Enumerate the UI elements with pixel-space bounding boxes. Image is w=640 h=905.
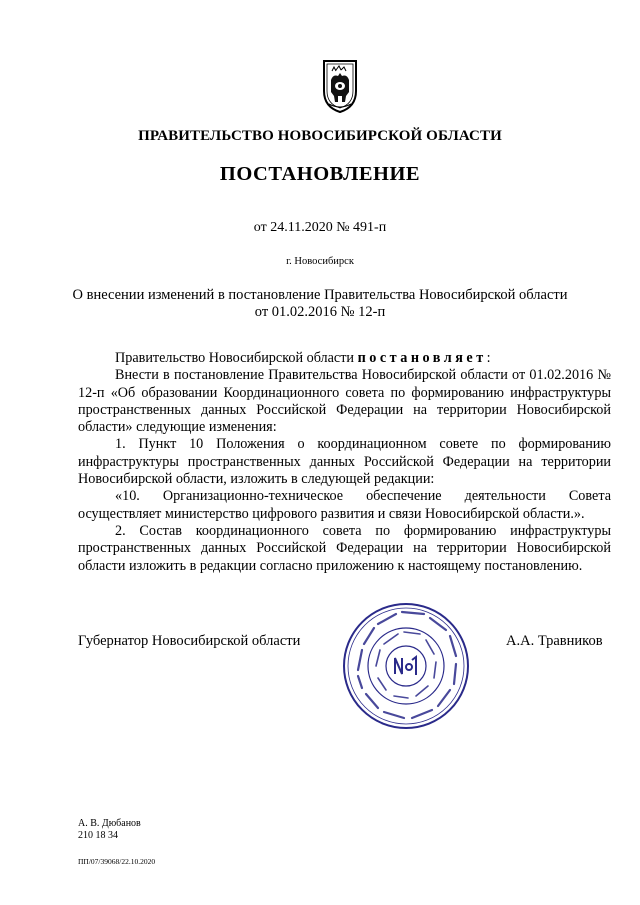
document-type-title: ПОСТАНОВЛЕНИЕ [219, 163, 421, 185]
body-paragraph-1 [78, 350, 611, 367]
body-paragraph-5: 2. Состав координационного совета по формированию инфраструктуры пространственных данных Российской Федерации на территории Новосибирской области изложить в редакции согласно приложению к настоящему постановлению. [78, 522, 611, 574]
document-body [78, 350, 611, 575]
official-seal-stamp [340, 600, 472, 732]
coat-of-arms-emblem [318, 58, 362, 114]
subject-line-2: от 01.02.2016 № 12-п [254, 304, 386, 320]
body-p1-prefix: Правительство Новосибирской области [115, 350, 358, 366]
subject-line-1: О внесении изменений в постановление Правительства Новосибирской области [72, 287, 568, 303]
resolves-word: постановляет [357, 350, 487, 366]
document-registry-id: ПП/07/39068/22.10.2020 [78, 857, 156, 866]
body-p1-suffix: : [486, 350, 491, 366]
body-paragraph-2: Внести в постановление Правительства Новосибирской области от 01.02.2016 № 12-п «Об образовании Координационного совета по формированию инфраструктуры пространственных данных Российской Федерации на территории Новосибирской области» следующие изменения: [78, 367, 611, 436]
body-paragraph-3: 1. Пункт 10 Положения о координационном совете по формированию инфраструктуры пространственных данных Российской Федерации на территории Новосибирской области, изложить в следующей редакции: [78, 436, 611, 488]
signatory-name: А.А. Травников [506, 633, 603, 649]
document-subject [0, 287, 640, 321]
organization-heading: ПРАВИТЕЛЬСТВО НОВОСИБИРСКОЙ ОБЛАСТИ [138, 128, 502, 144]
signatory-position: Губернатор Новосибирской области [78, 633, 301, 649]
body-paragraph-4: «10. Организационно-техническое обеспечение деятельности Совета осуществляет министерство цифрового развития и связи Новосибирской области.». [78, 488, 611, 522]
executor-name: А. В. Дюбанов [78, 818, 141, 829]
document-place: г. Новосибирск [286, 256, 354, 267]
executor-phone: 210 18 34 [78, 829, 118, 841]
document-date-number: от 24.11.2020 № 491-п [253, 220, 387, 235]
executor-block [78, 818, 141, 841]
